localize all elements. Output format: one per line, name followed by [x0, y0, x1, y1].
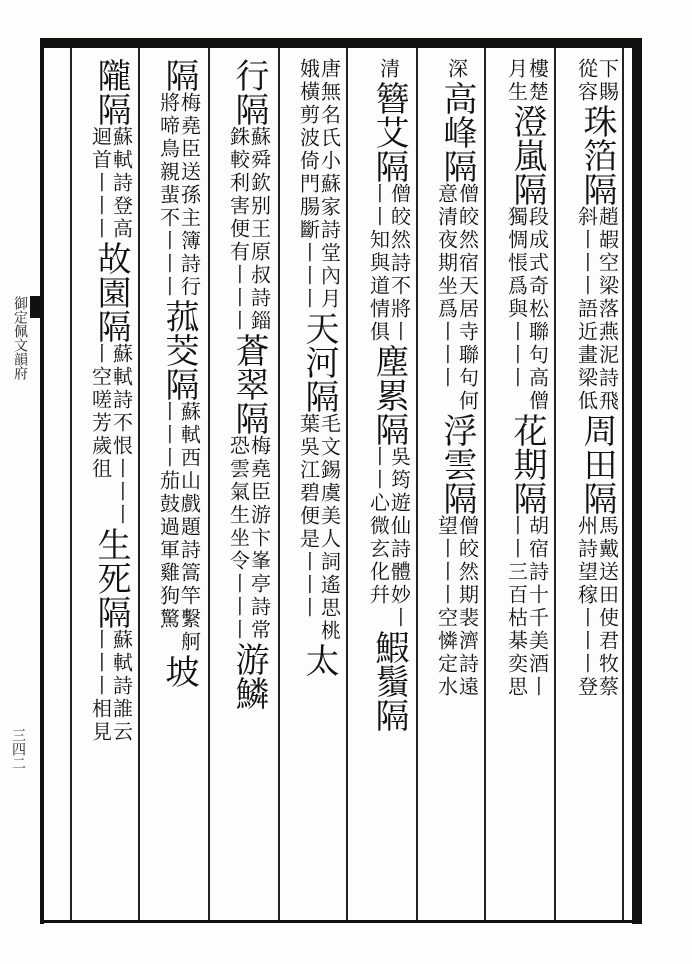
- annotation-right-line: 唐無名氏小蘇家詩堂內月: [317, 58, 342, 311]
- annotation-pair: [156, 92, 202, 299]
- annotation-left-line: 恐雲氣生坐令丨丨丨: [226, 435, 251, 642]
- headword: 隔: [159, 58, 199, 92]
- text-column-7: [156, 58, 202, 914]
- annotation-pair: [366, 183, 412, 344]
- annotation-right-line: 馬戴送田使君牧蔡: [595, 515, 620, 699]
- margin-fishtail-mark: [30, 296, 40, 318]
- column-rule: [416, 48, 418, 920]
- headword: 行隔: [229, 58, 269, 126]
- column-rule: [484, 48, 486, 920]
- annotation-right-line: 僧皎然詩不將丨: [387, 183, 412, 344]
- margin-book-title: 御定佩文韻府: [12, 296, 28, 380]
- headword: 故園隔: [91, 241, 131, 343]
- annotation-right-line: 蘇軾詩誰云: [109, 629, 134, 744]
- annotation-left-line: 丨丨三百枯棊奕思: [504, 515, 529, 699]
- column-rule: [138, 48, 140, 920]
- annotation-pair: [226, 435, 272, 642]
- headword: 珠箔隔: [577, 104, 617, 206]
- annotation-pair: [296, 413, 342, 643]
- annotation-left-line: 意清夜期坐爲丨丨丨: [434, 183, 459, 390]
- headword: 花期隔: [507, 413, 547, 515]
- annotation-left-line: 深: [444, 58, 469, 81]
- headword: 澄嵐隔: [507, 104, 547, 206]
- headword: 塵累隔: [369, 344, 409, 446]
- annotation-right-line: 樓楚: [525, 58, 550, 104]
- headword: 隴隔: [91, 58, 131, 126]
- annotation-left-line: 獨惆悵爲與丨丨丨: [504, 206, 529, 390]
- annotation-left-line: 州詩望稼丨丨丨登: [574, 515, 599, 699]
- annotation-right-line: 梅堯臣游卞峯亭詩常: [247, 435, 272, 642]
- annotation-pair: [504, 206, 550, 413]
- annotation-right-line: 毛文錫虞美人詞遙思桃: [317, 413, 342, 643]
- headword: 浮雲隔: [437, 413, 477, 515]
- annotation-left-line: 從容: [574, 58, 599, 104]
- text-column-5: [296, 58, 342, 914]
- column-rule: [346, 48, 348, 920]
- annotation-left-line: 丨丨心微玄化幷: [366, 446, 391, 607]
- text-column-8: [88, 58, 134, 914]
- annotation-right-line: 下賜: [595, 58, 620, 104]
- annotation-right-line: 僧皎然期裴濟詩遠: [455, 515, 480, 699]
- annotation-right-line: 梅堯臣送孫主簿詩行: [177, 92, 202, 299]
- frame-bottom-border: [40, 920, 642, 923]
- annotation-pair: [376, 58, 401, 81]
- headword: 蒼翠隔: [229, 333, 269, 435]
- annotation-left-line: 望丨丨丨空憐定水: [434, 515, 459, 699]
- annotation-pair: [504, 515, 550, 699]
- text-column-6: [226, 58, 272, 914]
- frame-top-border: [40, 38, 640, 48]
- text-column-4: [366, 58, 412, 914]
- column-rule: [622, 48, 624, 920]
- annotation-right-line: 蘇舜欽别王原叔詩錙: [247, 126, 272, 333]
- annotation-pair: [574, 206, 620, 413]
- annotation-left-line: 銖較利害便有丨丨丨: [226, 126, 251, 333]
- annotation-pair: [296, 58, 342, 311]
- annotation-left-line: 丨丨知與道情俱: [366, 183, 391, 344]
- annotation-pair: [574, 58, 620, 104]
- page-number: 三四二: [10, 728, 26, 770]
- annotation-pair: [366, 446, 412, 630]
- frame-left-border: [40, 38, 44, 924]
- annotation-pair: [226, 126, 272, 333]
- column-rule: [278, 48, 280, 920]
- headword: 太: [299, 643, 339, 677]
- frame-right-border: [632, 38, 642, 924]
- annotation-pair: [434, 183, 480, 413]
- annotation-left-line: 丨丨丨相見: [88, 629, 113, 744]
- annotation-left-line: 清: [376, 58, 401, 81]
- annotation-right-line: 段成式奇松聯句高僧: [525, 206, 550, 413]
- headword: 坡: [159, 654, 199, 688]
- annotation-pair: [156, 401, 202, 654]
- annotation-pair: [434, 515, 480, 699]
- column-rule: [208, 48, 210, 920]
- annotation-right-line: 僧皎然宿天居寺聯句何: [455, 183, 480, 413]
- text-column-2: [504, 58, 550, 914]
- headword: 天河隔: [299, 311, 339, 413]
- annotation-right-line: 吳筠遊仙詩體妙丨: [387, 446, 412, 630]
- column-rule: [70, 48, 72, 920]
- annotation-pair: [574, 515, 620, 699]
- annotation-right-line: 蘇軾詩登高: [109, 126, 134, 241]
- text-column-3: [434, 58, 480, 914]
- annotation-pair: [444, 58, 469, 81]
- headword: 高峰隔: [437, 81, 477, 183]
- headword: 菰茭隔: [159, 299, 199, 401]
- headword: 周田隔: [577, 413, 617, 515]
- text-column-1: [574, 58, 620, 914]
- annotation-left-line: 迴首丨丨丨: [88, 126, 113, 241]
- annotation-pair: [88, 343, 134, 527]
- annotation-right-line: 蘇軾詩不恨丨丨丨: [109, 343, 134, 527]
- annotation-pair: [88, 629, 134, 744]
- annotation-pair: [88, 126, 134, 241]
- annotation-right-line: 趙嘏空梁落燕泥詩飛: [595, 206, 620, 413]
- annotation-left-line: 斜丨丨丨語近畫梁低: [574, 206, 599, 413]
- annotation-right-line: 蘇軾西山戲題詩篙竿繫舸: [177, 401, 202, 654]
- headword: 簪艾隔: [369, 81, 409, 183]
- annotation-left-line: 丨丨丨茄鼓過軍雞狗驚: [156, 401, 181, 631]
- annotation-left-line: 丨空嗟芳歲徂: [88, 343, 113, 481]
- headword: 鰕鬚隔: [369, 630, 409, 732]
- annotation-pair: [504, 58, 550, 104]
- annotation-right-line: 胡宿詩十千美酒丨: [525, 515, 550, 699]
- headword: 游鱗: [229, 642, 269, 710]
- headword: 生死隔: [91, 527, 131, 629]
- annotation-left-line: 月生: [504, 58, 529, 104]
- annotation-left-line: 將啼鳥親蜚不丨丨丨: [156, 92, 181, 299]
- annotation-left-line: 葉吳江碧便是丨丨丨: [296, 413, 321, 620]
- annotation-left-line: 娥橫剪波倚門腸斷丨丨丨: [296, 58, 321, 311]
- column-rule: [554, 48, 556, 920]
